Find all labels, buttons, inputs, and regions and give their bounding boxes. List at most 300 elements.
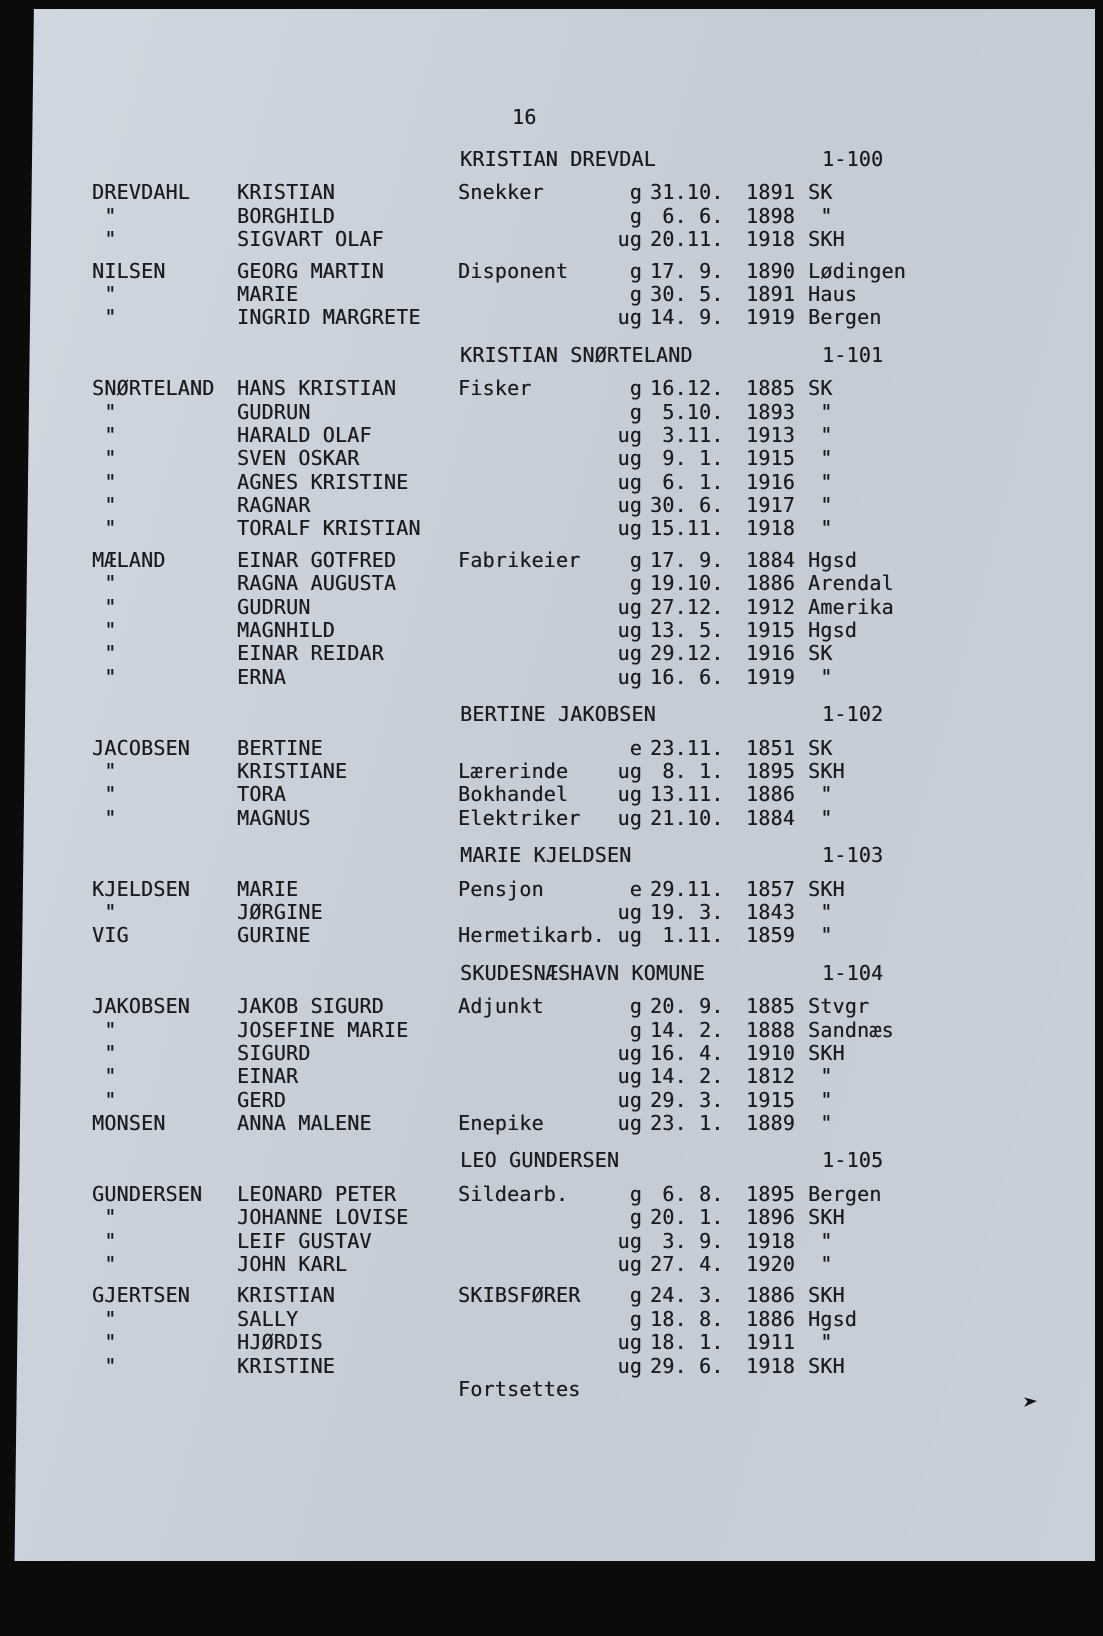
status-cell: g [629, 1283, 642, 1308]
date-cell: 13. 5. [650, 618, 724, 643]
section-header [92, 844, 1072, 867]
date-cell: 20. 9. [650, 994, 724, 1019]
place-cell: " [808, 899, 833, 924]
status-cell: g [629, 1205, 642, 1230]
table-row [92, 1253, 1072, 1276]
year-cell: 1895 [746, 1181, 795, 1206]
section-header [92, 703, 1072, 726]
table-row [92, 1112, 1072, 1135]
name-cell: JOHN KARL [237, 1252, 348, 1277]
status-cell: ug [617, 305, 642, 330]
status-cell: ug [617, 1228, 642, 1253]
place-cell: " [808, 923, 833, 948]
status-cell: g [629, 180, 642, 205]
table-row [92, 619, 1072, 642]
family-block [92, 260, 1072, 330]
table-row [92, 1019, 1072, 1042]
occupation-cell: Elektriker [458, 805, 581, 830]
place-cell: SKH [808, 1283, 845, 1308]
census-section [92, 344, 1072, 689]
section-code: 1-103 [822, 843, 884, 868]
date-cell: 20.11. [650, 227, 724, 252]
year-cell: 1913 [746, 422, 795, 447]
year-cell: 1851 [746, 735, 795, 760]
place-cell: " [808, 1252, 833, 1277]
occupation-cell: Pensjon [458, 876, 544, 901]
name-cell: SIGURD [237, 1040, 311, 1065]
date-cell: 18. 8. [650, 1306, 724, 1331]
surname-cell: DREVDAHL [92, 180, 190, 205]
date-cell: 13.11. [650, 782, 724, 807]
year-cell: 1915 [746, 618, 795, 643]
date-cell: 20. 1. [650, 1205, 724, 1230]
year-cell: 1888 [746, 1017, 795, 1042]
status-cell: g [629, 1017, 642, 1042]
table-row [92, 596, 1072, 619]
status-cell: ug [617, 1040, 642, 1065]
family-block [92, 737, 1072, 831]
occupation-cell [458, 1253, 615, 1276]
occupation-cell [458, 228, 615, 251]
place-cell: Arendal [808, 571, 894, 596]
place-cell: " [808, 1064, 833, 1089]
place-cell: " [808, 1330, 833, 1355]
year-cell: 1843 [746, 899, 795, 924]
surname-cell: " [92, 227, 117, 252]
surname-cell: " [92, 422, 117, 447]
year-cell: 1919 [746, 305, 795, 330]
census-section [92, 703, 1072, 830]
surname-cell: " [92, 516, 117, 541]
name-cell: GUDRUN [237, 594, 311, 619]
table-row [92, 737, 1072, 760]
name-cell: KRISTINE [237, 1353, 335, 1378]
name-cell: EINAR GOTFRED [237, 547, 397, 572]
name-cell: KRISTIAN [237, 180, 335, 205]
year-cell: 1893 [746, 399, 795, 424]
occupation-cell [458, 1331, 615, 1354]
name-cell: JØRGINE [237, 899, 323, 924]
place-cell: Hgsd [808, 618, 857, 643]
table-row [92, 642, 1072, 665]
surname-cell: " [92, 493, 117, 518]
date-cell: 17. 9. [650, 547, 724, 572]
section-header [92, 962, 1072, 985]
occupation-cell: Hermetikarb. [458, 923, 605, 948]
place-cell: " [808, 399, 833, 424]
place-cell: " [808, 664, 833, 689]
surname-cell: " [92, 203, 117, 228]
place-cell: SK [808, 180, 833, 205]
table-row [92, 306, 1072, 329]
surname-cell: " [92, 1306, 117, 1331]
table-row [92, 666, 1072, 689]
place-cell: " [808, 1111, 833, 1136]
table-row [92, 924, 1072, 947]
year-cell: 1917 [746, 493, 795, 518]
occupation-cell [458, 1230, 615, 1253]
name-cell: LEIF GUSTAV [237, 1228, 372, 1253]
occupation-cell [458, 666, 615, 689]
occupation-cell [458, 1019, 615, 1042]
date-cell: 29.11. [650, 876, 724, 901]
continuation-note: Fortsettes [458, 1376, 581, 1401]
surname-cell: " [92, 899, 117, 924]
year-cell: 1889 [746, 1111, 795, 1136]
scanned-paper-page [10, 9, 1095, 1561]
surname-cell: " [92, 1330, 117, 1355]
table-row [92, 1065, 1072, 1088]
year-cell: 1896 [746, 1205, 795, 1230]
surname-cell: " [92, 1087, 117, 1112]
table-row [92, 1308, 1072, 1331]
status-cell: g [629, 571, 642, 596]
occupation-cell [458, 1355, 615, 1378]
name-cell: MAGNUS [237, 805, 311, 830]
place-cell: " [808, 782, 833, 807]
place-cell: " [808, 422, 833, 447]
occupation-cell [458, 424, 615, 447]
date-cell: 9. 1. [650, 446, 724, 471]
year-cell: 1884 [746, 805, 795, 830]
year-cell: 1918 [746, 1228, 795, 1253]
status-cell: ug [617, 758, 642, 783]
status-cell: g [629, 376, 642, 401]
status-cell: ug [617, 469, 642, 494]
surname-cell: JACOBSEN [92, 735, 190, 760]
place-cell: Hgsd [808, 1306, 857, 1331]
table-row [92, 1206, 1072, 1229]
status-cell: g [629, 1306, 642, 1331]
place-cell: SKH [808, 227, 845, 252]
date-cell: 14. 2. [650, 1064, 724, 1089]
occupation-cell [458, 1065, 615, 1088]
surname-cell: " [92, 782, 117, 807]
date-cell: 27.12. [650, 594, 724, 619]
table-row [92, 1331, 1072, 1354]
section-title: MARIE KJELDSEN [460, 843, 632, 868]
surname-cell: MÆLAND [92, 547, 166, 572]
table-row [92, 517, 1072, 540]
name-cell: JAKOB SIGURD [237, 994, 384, 1019]
census-register-content [92, 148, 1072, 1401]
place-cell: SK [808, 641, 833, 666]
section-code: 1-104 [822, 960, 884, 985]
status-cell: g [629, 1181, 642, 1206]
date-cell: 18. 1. [650, 1330, 724, 1355]
occupation-cell [458, 447, 615, 470]
place-cell: " [808, 516, 833, 541]
status-cell: ug [617, 446, 642, 471]
year-cell: 1918 [746, 1353, 795, 1378]
occupation-cell [458, 1308, 615, 1331]
status-cell: ug [617, 899, 642, 924]
place-cell: " [808, 805, 833, 830]
date-cell: 21.10. [650, 805, 724, 830]
place-cell: " [808, 446, 833, 471]
status-cell: g [629, 994, 642, 1019]
year-cell: 1895 [746, 758, 795, 783]
occupation-cell [458, 596, 615, 619]
status-cell: ug [617, 1064, 642, 1089]
year-cell: 1910 [746, 1040, 795, 1065]
section-code: 1-100 [822, 147, 884, 171]
place-cell: Hgsd [808, 547, 857, 572]
name-cell: INGRID MARGRETE [237, 305, 421, 330]
table-row [92, 901, 1072, 924]
status-cell: e [629, 735, 642, 760]
name-cell: MARIE [237, 876, 299, 901]
status-cell: g [629, 203, 642, 228]
name-cell: GURINE [237, 923, 311, 948]
date-cell: 30. 5. [650, 281, 724, 306]
census-section [92, 844, 1072, 948]
occupation-cell [458, 517, 615, 540]
year-cell: 1919 [746, 664, 795, 689]
section-code: 1-101 [822, 342, 884, 367]
table-row [92, 760, 1072, 783]
surname-cell: VIG [92, 923, 129, 948]
surname-cell: " [92, 758, 117, 783]
year-cell: 1916 [746, 469, 795, 494]
status-cell: e [629, 876, 642, 901]
occupation-cell [458, 1206, 615, 1229]
surname-cell: " [92, 571, 117, 596]
place-cell: SKH [808, 1040, 845, 1065]
date-cell: 29. 6. [650, 1353, 724, 1378]
year-cell: 1885 [746, 376, 795, 401]
date-cell: 16. 4. [650, 1040, 724, 1065]
status-cell: ug [617, 1111, 642, 1136]
year-cell: 1886 [746, 782, 795, 807]
place-cell: Lødingen [808, 258, 906, 283]
occupation-cell [458, 1042, 615, 1065]
section-header [92, 148, 1072, 171]
date-cell: 17. 9. [650, 258, 724, 283]
table-row [92, 494, 1072, 517]
occupation-cell [458, 306, 615, 329]
date-cell: 6. 6. [650, 203, 724, 228]
name-cell: MARIE [237, 281, 299, 306]
family-block [92, 377, 1072, 541]
census-section [92, 148, 1072, 330]
occupation-cell: Disponent [458, 258, 569, 283]
table-row [92, 447, 1072, 470]
table-row [92, 181, 1072, 204]
occupation-cell: Enepike [458, 1111, 544, 1136]
status-cell: g [629, 547, 642, 572]
status-cell: ug [617, 493, 642, 518]
surname-cell: MONSEN [92, 1111, 166, 1136]
date-cell: 5.10. [650, 399, 724, 424]
name-cell: EINAR REIDAR [237, 641, 384, 666]
status-cell: ug [617, 422, 642, 447]
occupation-cell: Bokhandel [458, 782, 569, 807]
date-cell: 1.11. [650, 923, 724, 948]
occupation-cell [458, 494, 615, 517]
table-row [92, 401, 1072, 424]
year-cell: 1920 [746, 1252, 795, 1277]
date-cell: 15.11. [650, 516, 724, 541]
year-cell: 1915 [746, 446, 795, 471]
status-cell: g [629, 399, 642, 424]
surname-cell: " [92, 399, 117, 424]
table-row [92, 1284, 1072, 1307]
surname-cell: " [92, 594, 117, 619]
year-cell: 1886 [746, 1306, 795, 1331]
place-cell: Stvgr [808, 994, 870, 1019]
name-cell: SALLY [237, 1306, 299, 1331]
place-cell: Bergen [808, 1181, 882, 1206]
name-cell: SIGVART OLAF [237, 227, 384, 252]
surname-cell: " [92, 1017, 117, 1042]
occupation-cell: SKIBSFØRER [458, 1283, 581, 1308]
page-number: 16 [512, 105, 537, 129]
status-cell: ug [617, 664, 642, 689]
section-code: 1-105 [822, 1148, 884, 1173]
occupation-cell [458, 737, 615, 760]
table-row [92, 572, 1072, 595]
date-cell: 3. 9. [650, 1228, 724, 1253]
status-cell: ug [617, 618, 642, 643]
name-cell: AGNES KRISTINE [237, 469, 409, 494]
date-cell: 23.11. [650, 735, 724, 760]
surname-cell: " [92, 446, 117, 471]
status-cell: ug [617, 1353, 642, 1378]
table-row [92, 995, 1072, 1018]
census-section [92, 1149, 1072, 1378]
name-cell: ANNA MALENE [237, 1111, 372, 1136]
occupation-cell [458, 901, 615, 924]
census-section [92, 962, 1072, 1136]
name-cell: TORALF KRISTIAN [237, 516, 421, 541]
year-cell: 1891 [746, 281, 795, 306]
section-title: KRISTIAN DREVDAL [460, 147, 656, 171]
place-cell: SKH [808, 1205, 845, 1230]
year-cell: 1885 [746, 994, 795, 1019]
place-cell: " [808, 493, 833, 518]
date-cell: 27. 4. [650, 1252, 724, 1277]
surname-cell: " [92, 469, 117, 494]
occupation-cell [458, 572, 615, 595]
date-cell: 3.11. [650, 422, 724, 447]
place-cell: SK [808, 376, 833, 401]
section-title: SKUDESNÆSHAVN KOMUNE [460, 960, 705, 985]
surname-cell: GUNDERSEN [92, 1181, 203, 1206]
place-cell: " [808, 1087, 833, 1112]
year-cell: 1898 [746, 203, 795, 228]
surname-cell: " [92, 1353, 117, 1378]
year-cell: 1886 [746, 1283, 795, 1308]
year-cell: 1915 [746, 1087, 795, 1112]
section-title: LEO GUNDERSEN [460, 1148, 620, 1173]
date-cell: 6. 8. [650, 1181, 724, 1206]
date-cell: 24. 3. [650, 1283, 724, 1308]
year-cell: 1812 [746, 1064, 795, 1089]
status-cell: ug [617, 1252, 642, 1277]
date-cell: 16. 6. [650, 664, 724, 689]
place-cell: " [808, 203, 833, 228]
year-cell: 1859 [746, 923, 795, 948]
table-row [92, 377, 1072, 400]
date-cell: 23. 1. [650, 1111, 724, 1136]
surname-cell: GJERTSEN [92, 1283, 190, 1308]
name-cell: BERTINE [237, 735, 323, 760]
year-cell: 1918 [746, 227, 795, 252]
place-cell: SKH [808, 1353, 845, 1378]
date-cell: 16.12. [650, 376, 724, 401]
section-header [92, 1149, 1072, 1172]
family-block [92, 549, 1072, 689]
family-block [92, 1183, 1072, 1277]
occupation-cell: Sildearb. [458, 1181, 569, 1206]
occupation-cell [458, 642, 615, 665]
surname-cell: " [92, 641, 117, 666]
name-cell: KRISTIAN [237, 1283, 335, 1308]
year-cell: 1916 [746, 641, 795, 666]
name-cell: GERD [237, 1087, 286, 1112]
name-cell: EINAR [237, 1064, 299, 1089]
name-cell: BORGHILD [237, 203, 335, 228]
place-cell: Haus [808, 281, 857, 306]
table-row [92, 424, 1072, 447]
family-block [92, 878, 1072, 948]
table-row [92, 228, 1072, 251]
date-cell: 6. 1. [650, 469, 724, 494]
occupation-cell [458, 471, 615, 494]
status-cell: ug [617, 516, 642, 541]
name-cell: HARALD OLAF [237, 422, 372, 447]
date-cell: 14. 9. [650, 305, 724, 330]
surname-cell: " [92, 1228, 117, 1253]
status-cell: g [629, 258, 642, 283]
surname-cell: " [92, 664, 117, 689]
year-cell: 1912 [746, 594, 795, 619]
surname-cell: " [92, 805, 117, 830]
family-block [92, 181, 1072, 251]
status-cell: ug [617, 805, 642, 830]
place-cell: " [808, 1228, 833, 1253]
year-cell: 1890 [746, 258, 795, 283]
table-row [92, 471, 1072, 494]
name-cell: GEORG MARTIN [237, 258, 384, 283]
table-row [92, 1355, 1072, 1378]
place-cell: " [808, 469, 833, 494]
name-cell: RAGNAR [237, 493, 311, 518]
table-row [92, 1183, 1072, 1206]
name-cell: LEONARD PETER [237, 1181, 397, 1206]
name-cell: GUDRUN [237, 399, 311, 424]
name-cell: TORA [237, 782, 286, 807]
status-cell: ug [617, 1087, 642, 1112]
place-cell: SK [808, 735, 833, 760]
family-block [92, 1284, 1072, 1378]
name-cell: KRISTIANE [237, 758, 348, 783]
section-title: BERTINE JAKOBSEN [460, 702, 656, 727]
year-cell: 1884 [746, 547, 795, 572]
year-cell: 1918 [746, 516, 795, 541]
name-cell: ERNA [237, 664, 286, 689]
date-cell: 19.10. [650, 571, 724, 596]
name-cell: MAGNHILD [237, 618, 335, 643]
occupation-cell: Fisker [458, 376, 532, 401]
occupation-cell [458, 1089, 615, 1112]
surname-cell: JAKOBSEN [92, 994, 190, 1019]
surname-cell: " [92, 1205, 117, 1230]
occupation-cell [458, 401, 615, 424]
table-row [92, 1042, 1072, 1065]
table-row [92, 783, 1072, 806]
